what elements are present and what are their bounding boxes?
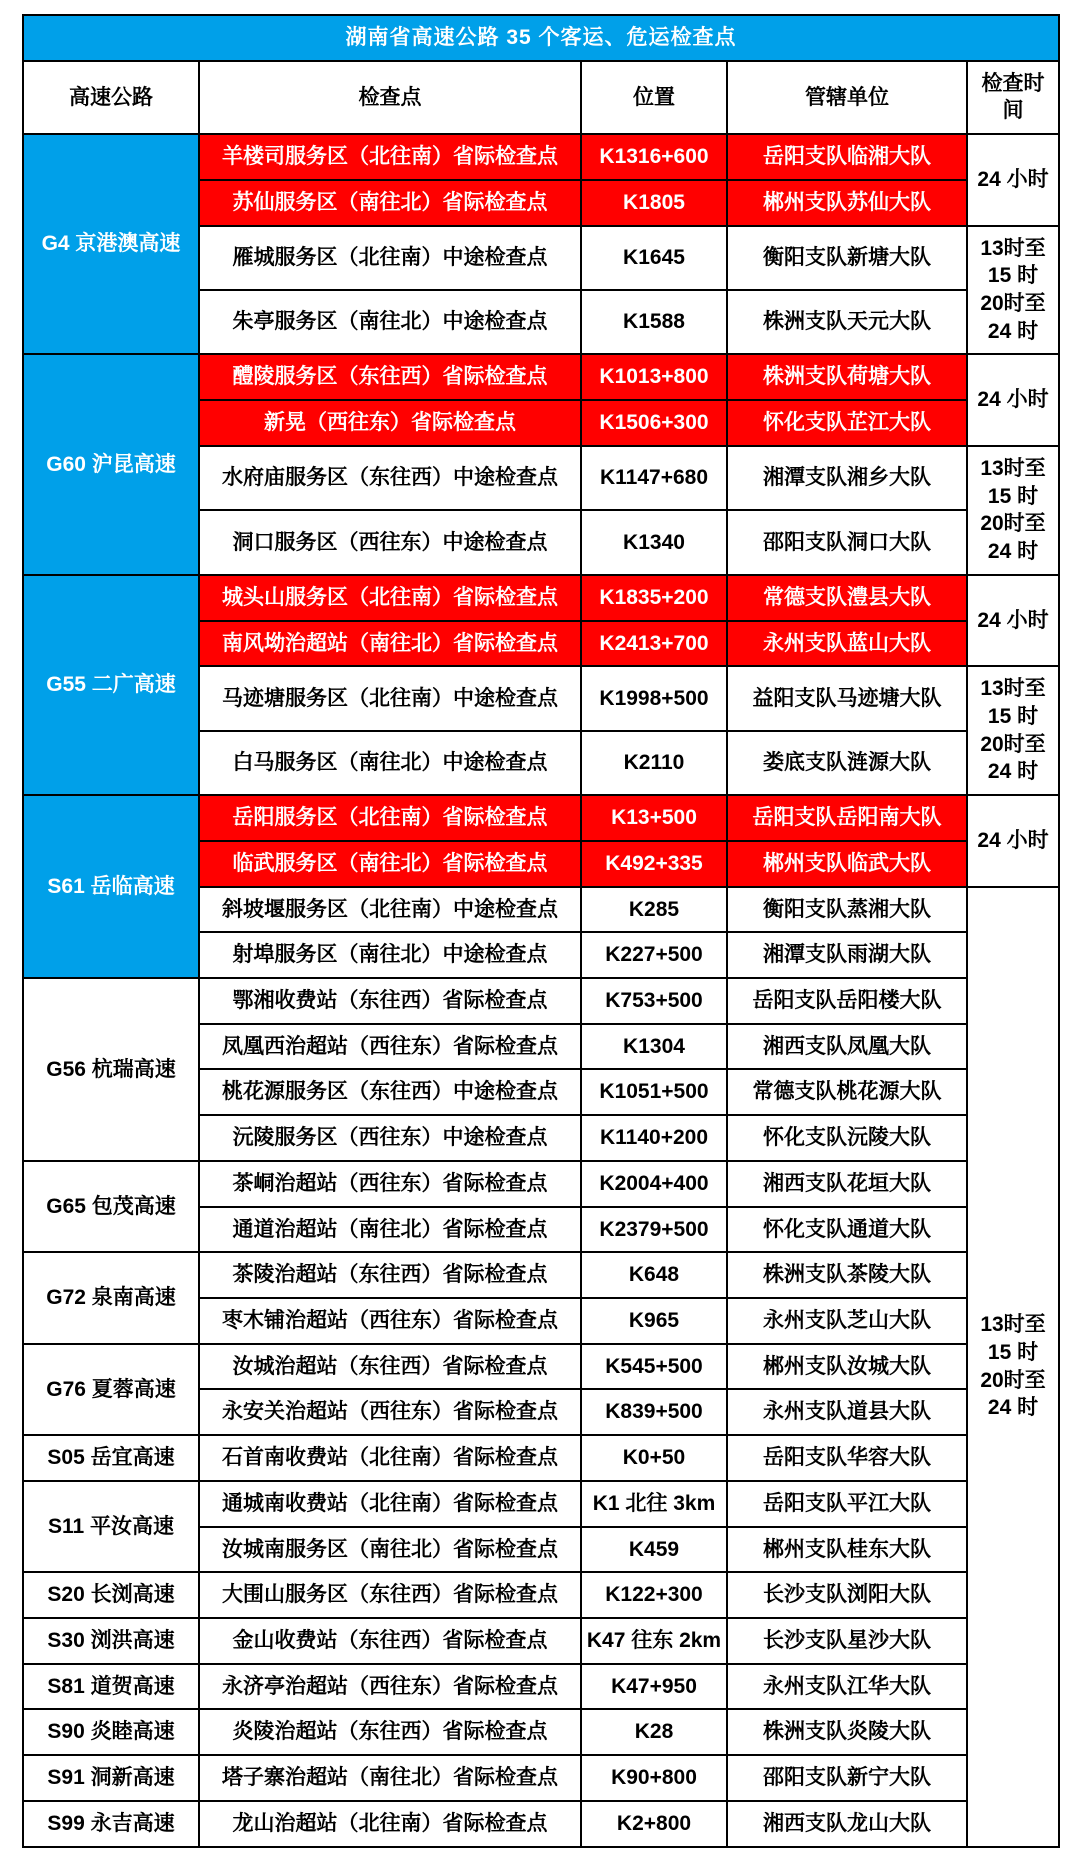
time-all-day: 24 小时 (967, 134, 1059, 225)
road-name: S99 永吉高速 (23, 1801, 199, 1847)
checkpoint-name: 射埠服务区（南往北）中途检查点 (199, 932, 581, 978)
road-name: S11 平汝高速 (23, 1481, 199, 1572)
checkpoint-position: K1013+800 (581, 354, 727, 400)
checkpoint-position: K1340 (581, 510, 727, 574)
checkpoint-name: 斜坡堰服务区（北往南）中途检查点 (199, 887, 581, 933)
table-row (23, 1344, 1059, 1390)
checkpoint-name: 炎陵治超站（东往西）省际检查点 (199, 1709, 581, 1755)
header-time: 检查时间 (967, 61, 1059, 134)
checkpoint-position: K285 (581, 887, 727, 933)
checkpoint-name: 茶陵治超站（东往西）省际检查点 (199, 1252, 581, 1298)
checkpoint-name: 醴陵服务区（东往西）省际检查点 (199, 354, 581, 400)
table-row (23, 1161, 1059, 1207)
checkpoint-name: 茶峒治超站（西往东）省际检查点 (199, 1161, 581, 1207)
table-row (23, 1801, 1059, 1847)
checkpoint-name: 通城南收费站（北往南）省际检查点 (199, 1481, 581, 1527)
managing-unit: 永州支队蓝山大队 (727, 621, 967, 667)
managing-unit: 湘西支队凤凰大队 (727, 1024, 967, 1070)
time-split (967, 666, 1059, 795)
checkpoint-position: K965 (581, 1298, 727, 1344)
time-all-day: 24 小时 (967, 795, 1059, 886)
road-name: S81 道贺高速 (23, 1664, 199, 1710)
checkpoint-name: 新晃（西往东）省际检查点 (199, 400, 581, 446)
checkpoint-name: 枣木铺治超站（西往东）省际检查点 (199, 1298, 581, 1344)
checkpoint-position: K2110 (581, 731, 727, 795)
table-row (23, 1481, 1059, 1527)
checkpoint-name: 临武服务区（南往北）省际检查点 (199, 841, 581, 887)
checkpoint-name: 南风坳治超站（南往北）省际检查点 (199, 621, 581, 667)
road-name: G76 夏蓉高速 (23, 1344, 199, 1435)
checkpoint-name: 苏仙服务区（南往北）省际检查点 (199, 180, 581, 226)
time-split (967, 887, 1059, 1847)
managing-unit: 怀化支队通道大队 (727, 1207, 967, 1253)
header-point: 检查点 (199, 61, 581, 134)
time-split-line: 24 时 (987, 319, 1039, 343)
checkpoint-name: 朱亭服务区（南往北）中途检查点 (199, 290, 581, 354)
managing-unit: 衡阳支队蒸湘大队 (727, 887, 967, 933)
managing-unit: 岳阳支队岳阳楼大队 (727, 978, 967, 1024)
time-split-line: 24 时 (987, 1396, 1039, 1420)
checkpoint-position: K2413+700 (581, 621, 727, 667)
managing-unit: 邵阳支队洞口大队 (727, 510, 967, 574)
checkpoint-position: K1147+680 (581, 446, 727, 510)
checkpoint-name: 通道治超站（南往北）省际检查点 (199, 1207, 581, 1253)
checkpoint-position: K13+500 (581, 795, 727, 841)
table-row (23, 354, 1059, 400)
time-all-day: 24 小时 (967, 354, 1059, 445)
checkpoint-position: K1645 (581, 226, 727, 290)
managing-unit: 岳阳支队平江大队 (727, 1481, 967, 1527)
time-all-day: 24 小时 (967, 575, 1059, 666)
managing-unit: 常德支队桃花源大队 (727, 1069, 967, 1115)
managing-unit: 株洲支队天元大队 (727, 290, 967, 354)
managing-unit: 郴州支队临武大队 (727, 841, 967, 887)
checkpoint-name: 石首南收费站（北往南）省际检查点 (199, 1435, 581, 1481)
managing-unit: 湘西支队花垣大队 (727, 1161, 967, 1207)
table-row (23, 1664, 1059, 1710)
header-road: 高速公路 (23, 61, 199, 134)
checkpoint-position: K753+500 (581, 978, 727, 1024)
checkpoint-position: K47 往东 2km (581, 1618, 727, 1664)
checkpoint-name: 塔子寨治超站（南往北）省际检查点 (199, 1755, 581, 1801)
time-split-line: 15 时 (987, 484, 1039, 508)
checkpoint-name: 汝城南服务区（南往北）省际检查点 (199, 1527, 581, 1573)
road-name: G72 泉南高速 (23, 1252, 199, 1343)
table-row (23, 1709, 1059, 1755)
table-row (23, 795, 1059, 841)
checkpoint-position: K545+500 (581, 1344, 727, 1390)
checkpoint-name: 龙山治超站（北往南）省际检查点 (199, 1801, 581, 1847)
checkpoint-position: K648 (581, 1252, 727, 1298)
checkpoint-name: 雁城服务区（北往南）中途检查点 (199, 226, 581, 290)
managing-unit: 湘潭支队雨湖大队 (727, 932, 967, 978)
checkpoint-name: 白马服务区（南往北）中途检查点 (199, 731, 581, 795)
checkpoint-name: 水府庙服务区（东往西）中途检查点 (199, 446, 581, 510)
road-name: S90 炎睦高速 (23, 1709, 199, 1755)
checkpoint-position: K1805 (581, 180, 727, 226)
table-row (23, 1572, 1059, 1618)
time-split-line: 13时至 (980, 456, 1046, 480)
managing-unit: 岳阳支队华容大队 (727, 1435, 967, 1481)
time-split-line: 20时至 (980, 732, 1046, 756)
time-split (967, 226, 1059, 355)
table-row (23, 1755, 1059, 1801)
managing-unit: 湘潭支队湘乡大队 (727, 446, 967, 510)
checkpoint-name: 洞口服务区（西往东）中途检查点 (199, 510, 581, 574)
checkpoint-name: 羊楼司服务区（北往南）省际检查点 (199, 134, 581, 180)
header-unit: 管辖单位 (727, 61, 967, 134)
managing-unit: 郴州支队苏仙大队 (727, 180, 967, 226)
time-split-line: 15 时 (987, 264, 1039, 288)
managing-unit: 衡阳支队新塘大队 (727, 226, 967, 290)
managing-unit: 岳阳支队临湘大队 (727, 134, 967, 180)
checkpoint-position: K1 北往 3km (581, 1481, 727, 1527)
checkpoint-name: 永安关治超站（西往东）省际检查点 (199, 1389, 581, 1435)
time-split-line: 13时至 (980, 236, 1046, 260)
checkpoint-name: 永济亭治超站（西往东）省际检查点 (199, 1664, 581, 1710)
road-name: G56 杭瑞高速 (23, 978, 199, 1161)
checkpoint-position: K28 (581, 1709, 727, 1755)
managing-unit: 永州支队道县大队 (727, 1389, 967, 1435)
header-row (23, 61, 1059, 134)
checkpoint-position: K227+500 (581, 932, 727, 978)
time-split-line: 13时至 (980, 1313, 1046, 1337)
managing-unit: 岳阳支队岳阳南大队 (727, 795, 967, 841)
checkpoint-position: K1140+200 (581, 1115, 727, 1161)
managing-unit: 湘西支队龙山大队 (727, 1801, 967, 1847)
managing-unit: 株洲支队茶陵大队 (727, 1252, 967, 1298)
table-row (23, 1252, 1059, 1298)
managing-unit: 郴州支队汝城大队 (727, 1344, 967, 1390)
table-row (23, 1618, 1059, 1664)
time-split-line: 20时至 (980, 292, 1046, 316)
managing-unit: 怀化支队沅陵大队 (727, 1115, 967, 1161)
checkpoint-name: 鄂湘收费站（东往西）省际检查点 (199, 978, 581, 1024)
checkpoint-name: 岳阳服务区（北往南）省际检查点 (199, 795, 581, 841)
checkpoint-name: 凤凰西治超站（西往东）省际检查点 (199, 1024, 581, 1070)
checkpoint-position: K1835+200 (581, 575, 727, 621)
road-name: G55 二广高速 (23, 575, 199, 795)
checkpoint-position: K1588 (581, 290, 727, 354)
managing-unit: 长沙支队星沙大队 (727, 1618, 967, 1664)
checkpoint-position: K0+50 (581, 1435, 727, 1481)
time-split-line: 24 时 (987, 540, 1039, 564)
title-row (23, 15, 1059, 61)
time-split (967, 446, 1059, 575)
checkpoint-name: 沅陵服务区（西往东）中途检查点 (199, 1115, 581, 1161)
road-name: S91 洞新高速 (23, 1755, 199, 1801)
checkpoint-position: K459 (581, 1527, 727, 1573)
managing-unit: 株洲支队炎陵大队 (727, 1709, 967, 1755)
time-split-line: 15 时 (987, 1340, 1039, 1364)
checkpoint-position: K2+800 (581, 1801, 727, 1847)
checkpoint-position: K1506+300 (581, 400, 727, 446)
page-title: 湖南省高速公路 35 个客运、危运检查点 (23, 15, 1059, 61)
managing-unit: 永州支队芝山大队 (727, 1298, 967, 1344)
road-name: G65 包茂高速 (23, 1161, 199, 1252)
managing-unit: 常德支队澧县大队 (727, 575, 967, 621)
managing-unit: 郴州支队桂东大队 (727, 1527, 967, 1573)
table-row (23, 1435, 1059, 1481)
road-name: G60 沪昆高速 (23, 354, 199, 574)
time-split-line: 13时至 (980, 677, 1046, 701)
road-name: S61 岳临高速 (23, 795, 199, 978)
time-split-line: 24 时 (987, 760, 1039, 784)
checkpoint-position: K90+800 (581, 1755, 727, 1801)
road-name: G4 京港澳高速 (23, 134, 199, 354)
checkpoint-name: 桃花源服务区（东往西）中途检查点 (199, 1069, 581, 1115)
road-name: S05 岳宜高速 (23, 1435, 199, 1481)
checkpoint-table (22, 14, 1060, 1848)
checkpoint-name: 大围山服务区（东往西）省际检查点 (199, 1572, 581, 1618)
time-split-line: 15 时 (987, 704, 1039, 728)
managing-unit: 益阳支队马迹塘大队 (727, 666, 967, 730)
checkpoint-position: K1051+500 (581, 1069, 727, 1115)
checkpoint-position: K2379+500 (581, 1207, 727, 1253)
managing-unit: 怀化支队芷江大队 (727, 400, 967, 446)
checkpoint-name: 马迹塘服务区（北往南）中途检查点 (199, 666, 581, 730)
checkpoint-position: K492+335 (581, 841, 727, 887)
table-row (23, 134, 1059, 180)
checkpoint-position: K47+950 (581, 1664, 727, 1710)
checkpoint-position: K1304 (581, 1024, 727, 1070)
checkpoint-position: K2004+400 (581, 1161, 727, 1207)
table-row (23, 575, 1059, 621)
checkpoint-name: 城头山服务区（北往南）省际检查点 (199, 575, 581, 621)
checkpoint-name: 汝城治超站（东往西）省际检查点 (199, 1344, 581, 1390)
header-position: 位置 (581, 61, 727, 134)
checkpoint-name: 金山收费站（东往西）省际检查点 (199, 1618, 581, 1664)
checkpoint-position: K839+500 (581, 1389, 727, 1435)
checkpoint-position: K1316+600 (581, 134, 727, 180)
road-name: S30 浏洪高速 (23, 1618, 199, 1664)
managing-unit: 长沙支队浏阳大队 (727, 1572, 967, 1618)
time-split-line: 20时至 (980, 1368, 1046, 1392)
managing-unit: 永州支队江华大队 (727, 1664, 967, 1710)
managing-unit: 邵阳支队新宁大队 (727, 1755, 967, 1801)
managing-unit: 娄底支队涟源大队 (727, 731, 967, 795)
managing-unit: 株洲支队荷塘大队 (727, 354, 967, 400)
road-name: S20 长浏高速 (23, 1572, 199, 1618)
time-split-line: 20时至 (980, 512, 1046, 536)
checkpoint-position: K1998+500 (581, 666, 727, 730)
checkpoint-position: K122+300 (581, 1572, 727, 1618)
table-row (23, 978, 1059, 1024)
